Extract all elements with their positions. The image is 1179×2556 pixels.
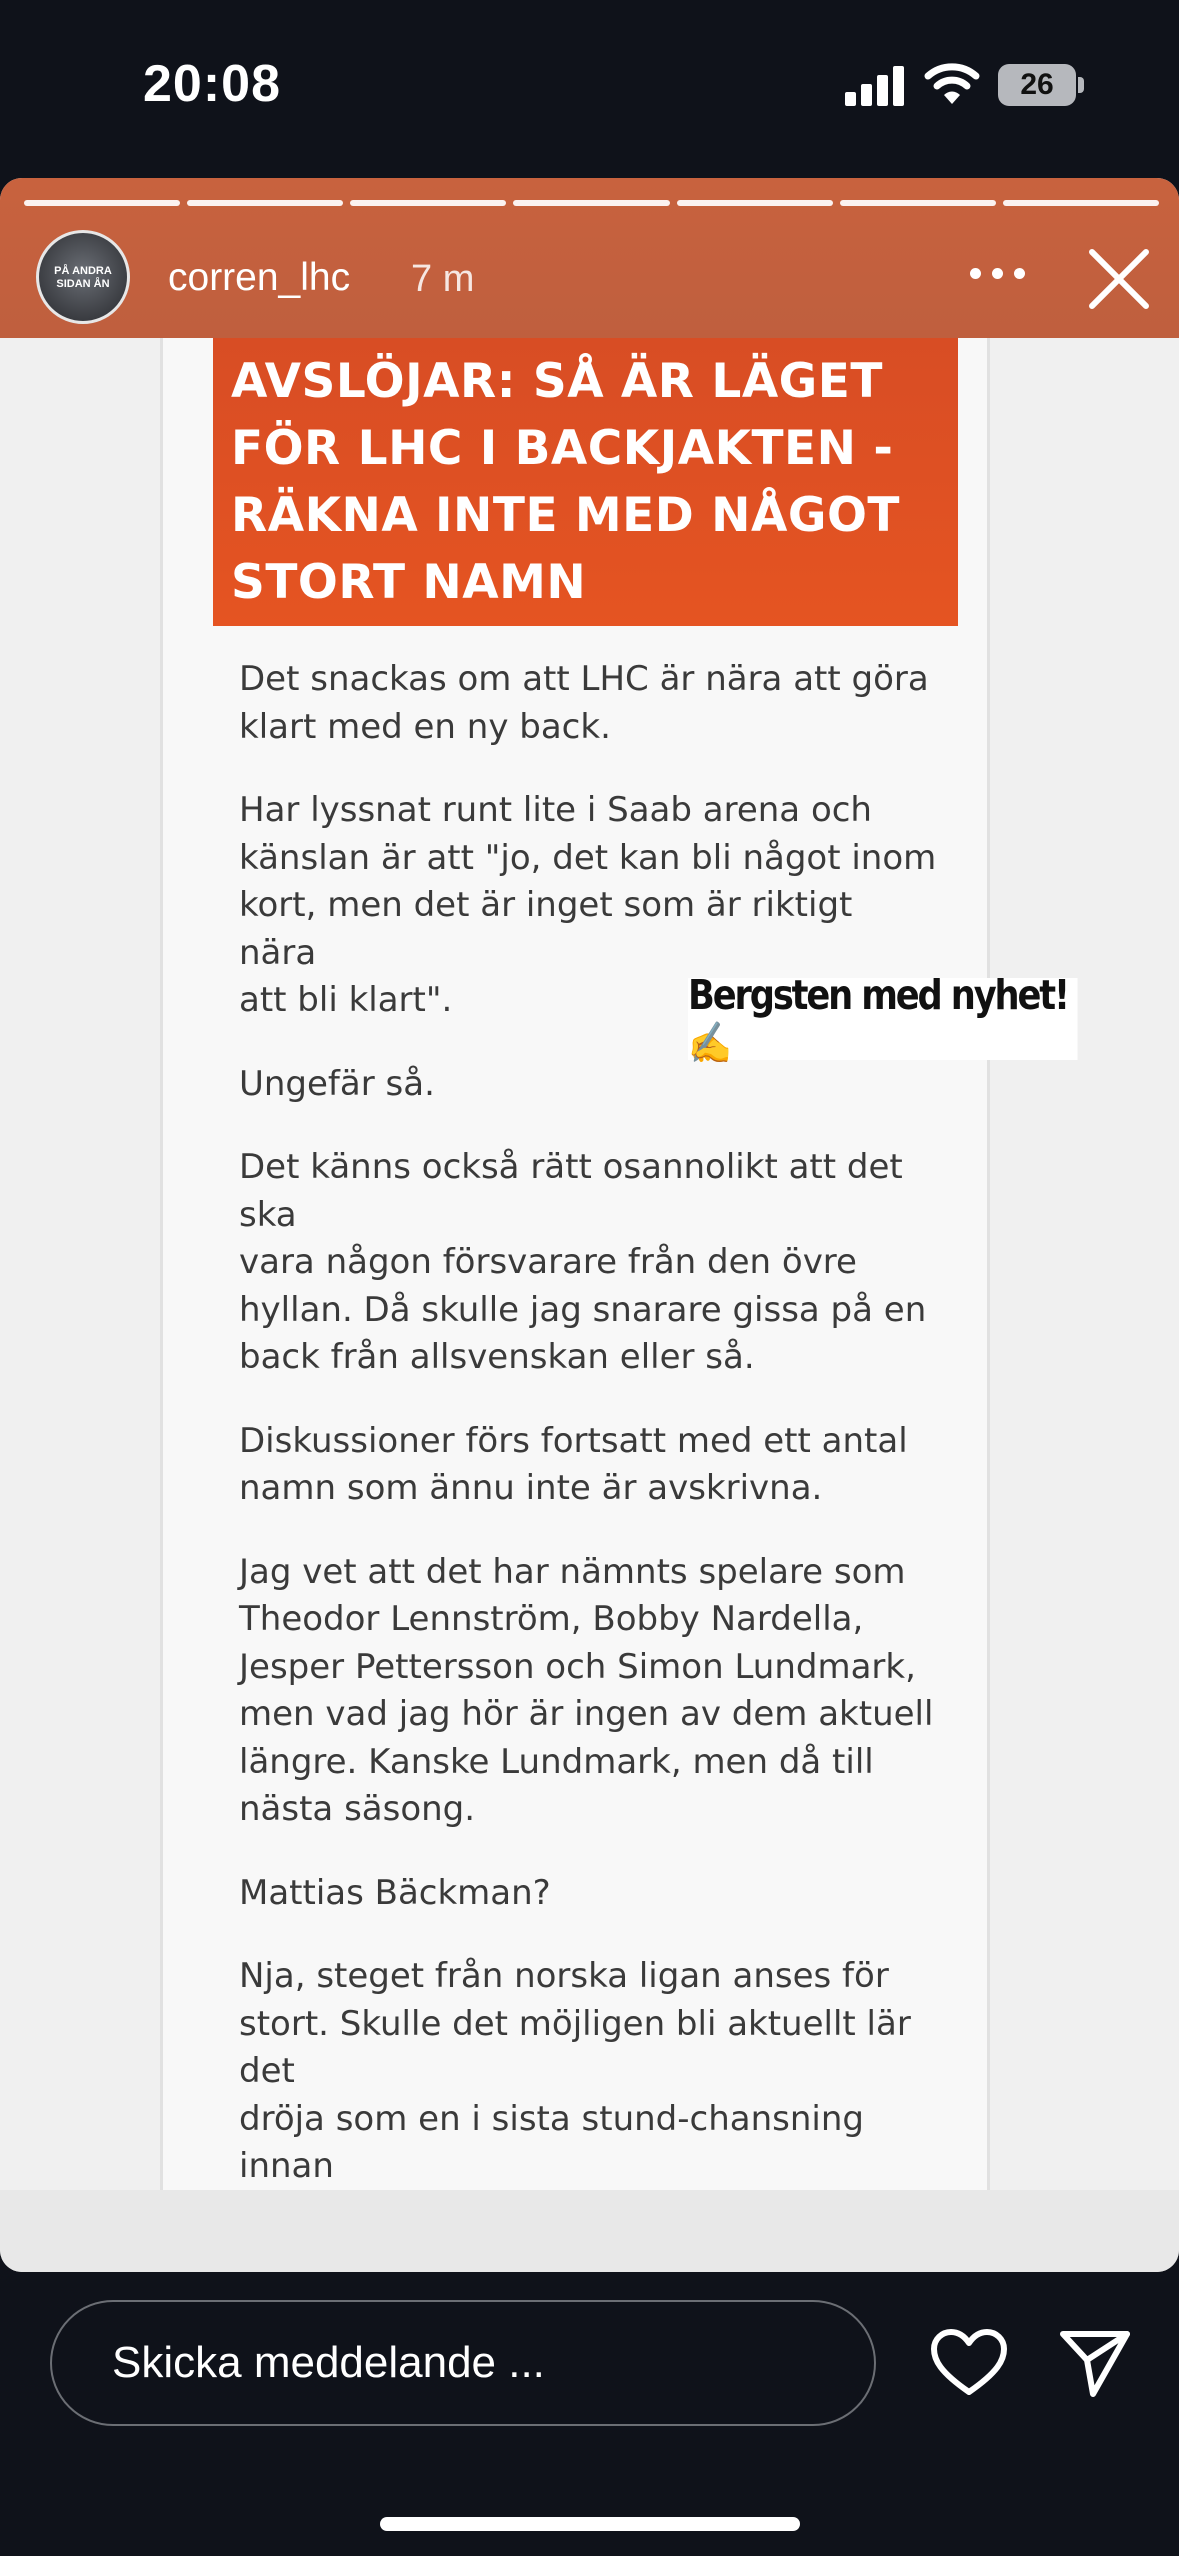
progress-segment [24,200,180,206]
avatar[interactable] [36,230,130,324]
story-progress-bar [24,200,1159,206]
article-body [239,656,939,2272]
heart-icon[interactable] [930,2328,1008,2398]
battery-icon [998,64,1076,106]
article-paragraph: Har lyssnat runt lite i Saab arena och känslan är att "jo, det kan bli något inom kort, men det är inget som är riktigt nära att bli klart". [239,790,937,1020]
avatar-text: PÅ ANDRA SIDAN ÅN [54,265,112,290]
article-paragraph: Ungefär så. [239,1063,435,1104]
battery-level: 26 [1020,68,1054,101]
more-icon[interactable] [970,268,1028,282]
article-paragraph: Nja, steget från norska ligan anses för stort. Skulle det möjligen bli aktuellt lär det dröja som en i sista stund-chansning innan [239,1956,911,2186]
article-headline: AVSLÖJAR: SÅ ÄR LÄGET FÖR LHC I BACKJAKTEN - RÄKNA INTE MED NÅGOT STORT NAMN [213,338,958,626]
progress-segment [1003,200,1159,206]
wifi-icon [924,58,980,108]
article-paragraph: Det känns också rätt osannolikt att det ska vara någon försvarare från den övre hyllan. Då skulle jag snarare gissa på en back från allsvenskan eller så. [239,1147,927,1377]
cellular-signal-icon [845,64,905,106]
story-bottom-strip [0,2190,1179,2272]
article-paragraph: Det snackas om att LHC är nära att göra klart med en ny back. [239,659,929,747]
article-paragraph: Mattias Bäckman? [239,1872,551,1913]
status-time: 20:08 [143,55,281,113]
message-input[interactable]: Skicka meddelande ... [50,2300,876,2426]
article-paragraph: Diskussioner förs fortsatt med ett antal namn som ännu inte är avskrivna. [239,1420,908,1508]
progress-segment [513,200,669,206]
article-paragraph: Jag vet att det har nämnts spelare som Theodor Lennström, Bobby Nardella, Jesper Pettersson och Simon Lundmark, men vad jag hör är ingen av dem aktuell längre. Kanske Lundmark, men då till nästa säsong. [239,1551,934,1829]
story-header [0,178,1179,338]
story-time-ago: 7 m [411,258,475,300]
article-screenshot [160,338,990,2190]
story-viewer[interactable] [0,178,1179,2272]
battery-tip [1078,77,1084,93]
progress-segment [350,200,506,206]
progress-segment [187,200,343,206]
home-indicator [380,2517,800,2531]
text-sticker: Bergsten med nyhet!✍️ [688,978,1078,1060]
progress-segment [677,200,833,206]
story-username[interactable]: corren_lhc [168,256,351,299]
close-icon[interactable] [1088,248,1150,310]
send-icon[interactable] [1058,2328,1132,2398]
progress-segment [840,200,996,206]
